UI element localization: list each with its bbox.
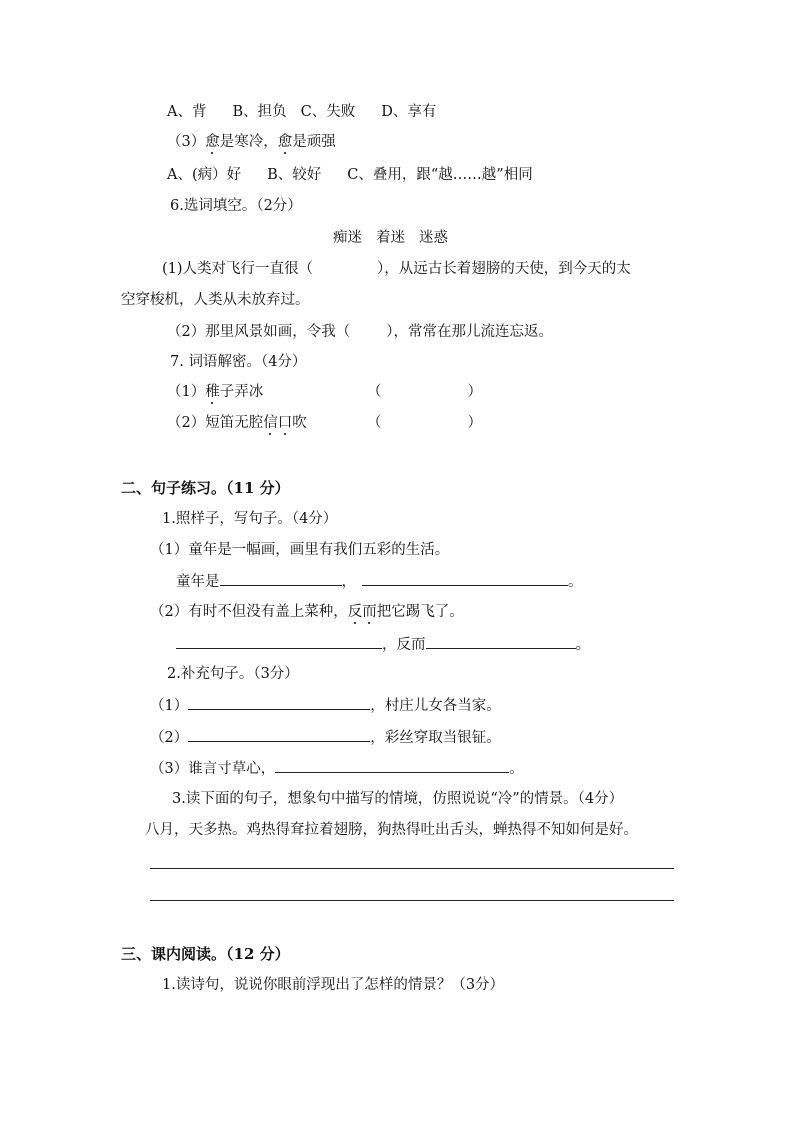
q5-2-option-a: A、背 bbox=[167, 104, 207, 120]
q5-2-options bbox=[167, 102, 436, 122]
s2-q3-title: 3.读下面的句子，想象句中描写的情境，仿照说说“冷”的情景。（4分） bbox=[172, 791, 624, 807]
fill-text: ，反而 bbox=[382, 637, 426, 653]
dotted-char: 稚 bbox=[205, 384, 220, 400]
q5-3-text: 是顽强 bbox=[292, 134, 336, 150]
item-text: 子弄冰 bbox=[219, 384, 264, 400]
s2-q1-example-1: （1）童年是一幅画，画里有我们五彩的生活。 bbox=[150, 542, 450, 558]
dotted-char: 信 bbox=[263, 415, 278, 431]
q7-title: 7. 词语解密。（4分） bbox=[170, 354, 307, 370]
sentence-text: (1)人类对飞行一直很（ bbox=[162, 261, 314, 277]
section-3-heading: 三、课内阅读。（12 分） bbox=[121, 945, 290, 963]
q5-3-stem bbox=[167, 132, 336, 152]
s2-q2-line-1 bbox=[150, 695, 501, 716]
dotted-char: 口 bbox=[277, 415, 293, 431]
q5-3-options bbox=[167, 165, 533, 185]
s2-q1-fill-1 bbox=[176, 571, 583, 592]
answer-line[interactable] bbox=[188, 727, 370, 742]
punct: 。 bbox=[568, 574, 583, 590]
answer-line[interactable] bbox=[150, 900, 674, 901]
item-text: （2）短笛无腔 bbox=[167, 415, 264, 431]
item-text: 吹 bbox=[292, 415, 307, 431]
s2-q2-line-2 bbox=[150, 727, 501, 748]
answer-line[interactable] bbox=[176, 634, 382, 649]
s2-q1-title: 1.照样子，写句子。（4分） bbox=[162, 511, 338, 527]
word-option: 迷惑 bbox=[419, 230, 448, 246]
q5-3-text: 是寒冷， bbox=[219, 134, 278, 150]
q5-2-option-b: B、担负 bbox=[232, 104, 287, 120]
q6-sentence-1-cont: 空穿梭机，人类从未放弃过。 bbox=[121, 292, 310, 308]
q6-sentence-2 bbox=[167, 322, 553, 342]
q5-3-number: （3） bbox=[167, 134, 206, 150]
answer-line[interactable] bbox=[150, 868, 674, 869]
s2-q2-title: 2.补充句子。（3分） bbox=[167, 666, 299, 682]
item-number: （1） bbox=[150, 698, 189, 714]
sentence-text: ），常常在那儿流连忘返。 bbox=[386, 324, 553, 340]
word-option: 着迷 bbox=[376, 230, 405, 246]
paren: （ bbox=[367, 415, 382, 431]
dotted-char: 而 bbox=[362, 604, 377, 620]
answer-line[interactable] bbox=[220, 571, 342, 586]
q5-3-dotted-char: 愈 bbox=[205, 134, 220, 150]
q5-3-dotted-char: 愈 bbox=[277, 134, 293, 150]
item-number: （2） bbox=[150, 730, 189, 746]
item-number: （1） bbox=[167, 384, 206, 400]
punct: 。 bbox=[509, 761, 524, 777]
paren: （ bbox=[367, 384, 382, 400]
paren: ） bbox=[467, 415, 482, 431]
fill-prefix: 童年是 bbox=[176, 574, 220, 590]
q7-item-2 bbox=[167, 413, 307, 433]
sentence-text: （2）那里风景如画，令我（ bbox=[167, 324, 351, 340]
s2-q3-text: 八月，天多热。鸡热得耷拉着翅膀，狗热得吐出舌头，蝉热得不知如何是好。 bbox=[145, 822, 638, 838]
item-text: ，彩丝穿取当银钲。 bbox=[370, 730, 501, 746]
q6-sentence-1 bbox=[162, 259, 631, 279]
punct: ， bbox=[341, 574, 356, 590]
q6-title: 6.选词填空。（2分） bbox=[170, 198, 302, 214]
s2-q2-line-3 bbox=[150, 758, 524, 779]
section-2-heading: 二、句子练习。（11 分） bbox=[121, 479, 290, 497]
s2-q1-fill-2 bbox=[176, 634, 590, 655]
word-option: 痴迷 bbox=[333, 230, 362, 246]
item-text: （3）谁言寸草心， bbox=[150, 761, 276, 777]
q5-3-option-a: A、(病）好 bbox=[167, 167, 242, 183]
q7-item-2-answer[interactable] bbox=[367, 413, 482, 433]
sentence-text: 把它踢飞了。 bbox=[376, 604, 464, 620]
s2-q1-example-2 bbox=[150, 602, 464, 622]
item-text: ，村庄儿女各当家。 bbox=[370, 698, 501, 714]
answer-line[interactable] bbox=[362, 571, 568, 586]
q7-item-1 bbox=[167, 382, 263, 402]
q5-3-option-b: B、较好 bbox=[267, 167, 322, 183]
q6-word-bank bbox=[333, 228, 448, 248]
dotted-char: 反 bbox=[347, 604, 363, 620]
q5-3-option-c: C、叠用，跟“越……越”相同 bbox=[347, 167, 533, 183]
sentence-text: （2）有时不但没有盖上菜种， bbox=[150, 604, 348, 620]
answer-line[interactable] bbox=[426, 634, 576, 649]
punct: 。 bbox=[575, 637, 590, 653]
answer-line[interactable] bbox=[188, 695, 370, 710]
sentence-text: ），从远古长着翅膀的天使，到今天的太 bbox=[377, 261, 631, 277]
answer-line[interactable] bbox=[275, 758, 509, 773]
q5-2-option-c: C、失败 bbox=[300, 104, 356, 120]
paren: ） bbox=[467, 384, 482, 400]
q7-item-1-answer[interactable] bbox=[367, 382, 482, 402]
q5-2-option-d: D、享有 bbox=[381, 104, 437, 120]
s3-q1-title: 1.读诗句，说说你眼前浮现出了怎样的情景？（3分） bbox=[162, 977, 505, 993]
